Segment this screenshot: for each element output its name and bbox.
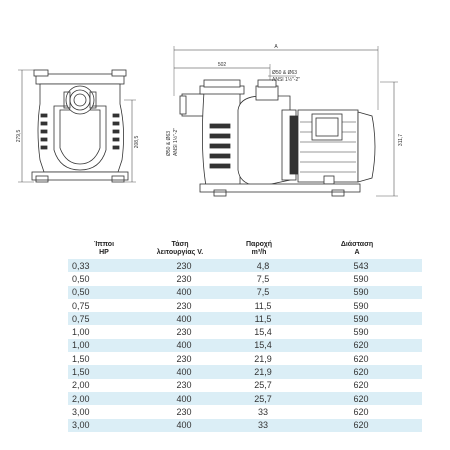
dim-outlet-spec-1: Ø50 & Ø63 — [272, 70, 298, 76]
cell-flow: 11,5 — [254, 300, 272, 311]
cell-hp: 0,50 — [72, 273, 90, 284]
table-row — [68, 312, 422, 325]
cell-hp: 1,00 — [72, 327, 90, 338]
dim-length-intake: 502 — [217, 62, 227, 68]
table-row — [68, 379, 422, 392]
header-dimension-line2: A — [354, 249, 360, 256]
cell-flow: 33 — [257, 406, 268, 417]
cell-dimension: 620 — [353, 353, 369, 364]
cell-dimension: 620 — [353, 420, 369, 431]
header-hp-line2: HP — [99, 249, 109, 256]
cell-voltage: 230 — [176, 353, 192, 364]
table-row — [68, 286, 422, 299]
dim-inlet-spec-2: ANSI 1½"-2" — [173, 127, 179, 156]
cell-dimension: 590 — [353, 300, 369, 311]
cell-flow: 4,8 — [256, 260, 270, 271]
cell-flow: 15,4 — [254, 340, 272, 351]
header-flow-line2: m³/h — [251, 249, 267, 256]
dim-length-total: A — [274, 44, 278, 50]
cell-flow: 21,9 — [254, 367, 272, 378]
cell-hp: 1,50 — [72, 353, 90, 364]
cell-hp: 3,00 — [72, 420, 90, 431]
cell-flow: 7,5 — [256, 287, 270, 298]
cell-dimension: 543 — [353, 260, 369, 271]
header-dimension — [298, 237, 416, 257]
table-row — [68, 339, 422, 352]
cell-dimension: 590 — [353, 273, 369, 284]
table-row — [68, 419, 422, 432]
cell-hp: 2,00 — [72, 393, 90, 404]
cell-hp: 0,33 — [72, 260, 90, 271]
cell-voltage: 400 — [176, 393, 192, 404]
cell-hp: 0,75 — [72, 313, 90, 324]
cell-voltage: 400 — [176, 367, 192, 378]
header-flow-line1: Παροχή — [245, 241, 273, 248]
cell-voltage: 400 — [176, 313, 192, 324]
cell-voltage: 400 — [176, 287, 192, 298]
table-row — [68, 392, 422, 405]
cell-flow: 33 — [257, 420, 268, 431]
table-header — [68, 237, 422, 257]
header-hp-line1: Ίπποι — [93, 241, 115, 248]
cell-hp: 0,75 — [72, 300, 90, 311]
header-voltage-line2: λειτουργίας V. — [156, 249, 204, 256]
cell-voltage: 230 — [176, 380, 192, 391]
cell-voltage: 230 — [176, 406, 192, 417]
cell-dimension: 620 — [353, 393, 369, 404]
cell-flow: 11,5 — [254, 313, 272, 324]
specs-table — [68, 237, 422, 432]
cell-flow: 21,9 — [254, 353, 272, 364]
table-row — [68, 325, 422, 338]
table-row — [68, 365, 422, 378]
cell-flow: 25,7 — [254, 380, 272, 391]
cell-voltage: 230 — [176, 260, 192, 271]
cell-hp: 3,00 — [72, 406, 90, 417]
cell-dimension: 620 — [353, 380, 369, 391]
dim-height-inner: 208,5 — [134, 135, 140, 149]
cell-flow: 25,7 — [254, 393, 272, 404]
header-dimension-line1: Διάσταση — [340, 241, 374, 248]
cell-flow: 7,5 — [256, 273, 270, 284]
table-row — [68, 405, 422, 418]
cell-voltage: 230 — [176, 327, 192, 338]
dim-height-left: 279,5 — [16, 129, 22, 143]
cell-voltage: 400 — [176, 340, 192, 351]
table-row — [68, 259, 422, 272]
cell-hp: 0,50 — [72, 287, 90, 298]
header-hp — [68, 237, 140, 257]
table-body — [68, 259, 422, 432]
table-row — [68, 272, 422, 285]
cell-flow: 15,4 — [254, 327, 272, 338]
cell-hp: 1,50 — [72, 367, 90, 378]
cell-hp: 2,00 — [72, 380, 90, 391]
cell-voltage: 400 — [176, 420, 192, 431]
table-row — [68, 299, 422, 312]
cell-hp: 1,00 — [72, 340, 90, 351]
cell-voltage: 230 — [176, 273, 192, 284]
header-voltage — [140, 237, 220, 257]
dim-height-right: 311,7 — [398, 133, 404, 147]
cell-dimension: 590 — [353, 287, 369, 298]
header-voltage-line1: Τάση — [171, 241, 189, 248]
dim-outlet-spec-2: ANSI 1½"-2" — [272, 77, 301, 83]
cell-dimension: 590 — [353, 313, 369, 324]
cell-dimension: 590 — [353, 327, 369, 338]
header-flow — [220, 237, 298, 257]
cell-dimension: 620 — [353, 367, 369, 378]
dim-inlet-spec-1: Ø50 & Ø63 — [166, 130, 172, 156]
cell-dimension: 620 — [353, 340, 369, 351]
cell-voltage: 230 — [176, 300, 192, 311]
cell-dimension: 620 — [353, 406, 369, 417]
table-row — [68, 352, 422, 365]
